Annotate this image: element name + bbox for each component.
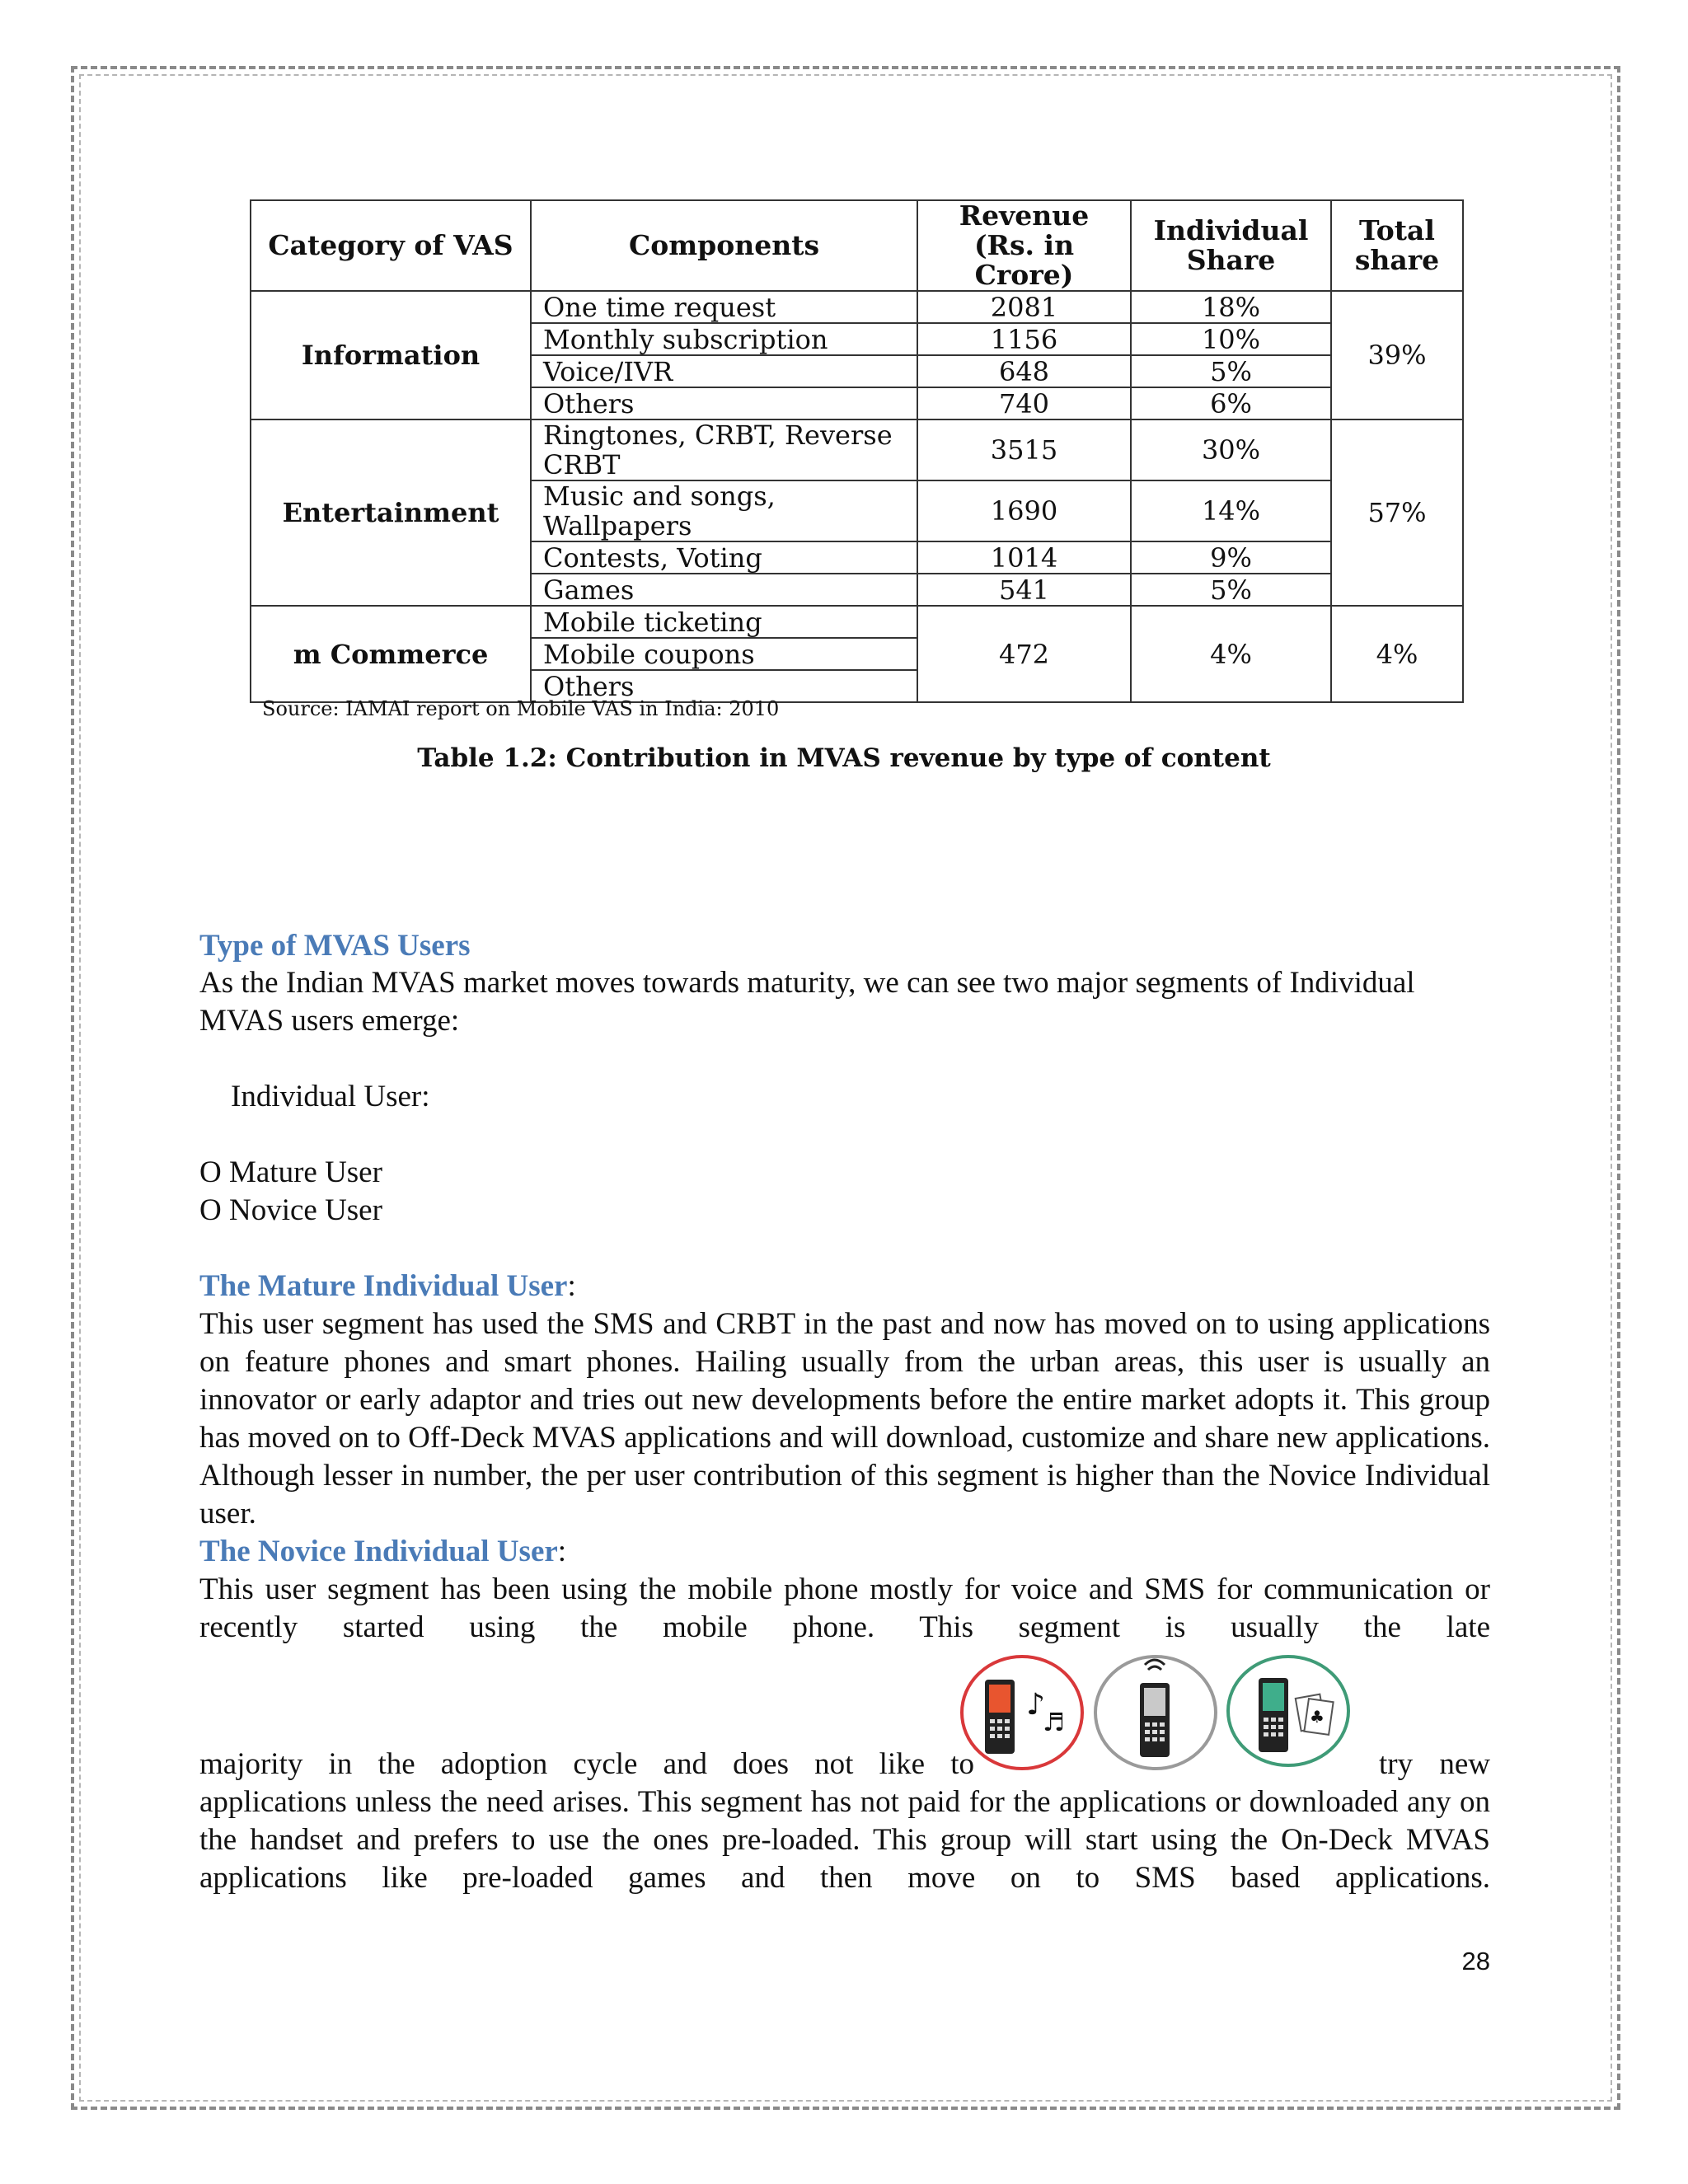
mature-heading: The Mature Individual User bbox=[199, 1269, 568, 1303]
table-header-row bbox=[251, 200, 1463, 291]
section-heading-type: Type of MVAS Users bbox=[199, 929, 471, 963]
component-cell: Others bbox=[531, 387, 917, 419]
revenue-cell: 1156 bbox=[917, 323, 1131, 355]
component-cell: Ringtones, CRBT, Reverse CRBT bbox=[531, 419, 917, 480]
component-cell: Mobile coupons bbox=[531, 638, 917, 670]
revenue-cell: 1014 bbox=[917, 541, 1131, 574]
phone-signal-icon bbox=[1095, 1657, 1216, 1769]
component-cell: Music and songs, Wallpapers bbox=[531, 480, 917, 541]
component-cell: Contests, Voting bbox=[531, 541, 917, 574]
novice-heading: The Novice Individual User bbox=[199, 1535, 558, 1568]
total-share-cell: 57% bbox=[1331, 419, 1463, 606]
header-individual-share: Individual Share bbox=[1131, 200, 1331, 291]
revenue-cell: 3515 bbox=[917, 419, 1131, 480]
list-item-novice: O Novice User bbox=[199, 1193, 382, 1227]
share-cell: 5% bbox=[1131, 574, 1331, 606]
share-cell: 30% bbox=[1131, 419, 1331, 480]
revenue-cell: 2081 bbox=[917, 291, 1131, 323]
share-cell: 14% bbox=[1131, 480, 1331, 541]
category-cell: Entertainment bbox=[251, 419, 531, 606]
share-cell: 6% bbox=[1131, 387, 1331, 419]
category-cell: m Commerce bbox=[251, 606, 531, 702]
mature-paragraph: This user segment has used the SMS and CRBT in the past and now has moved on to using applications on feature phones and smart phones. Hailing usually from the urban areas, this user is usually an innovator or early adaptor and tries out new developments before the entire market adopts it. This group has moved on to Off-Deck MVAS applications and will download, customize and share new applications. Although lesser in number, the per user contribution of this segment is higher than the Novice Individual user. bbox=[199, 1307, 1490, 1530]
table-caption: Table 1.2: Contribution in MVAS revenue by type of content bbox=[417, 743, 1271, 773]
header-components: Components bbox=[531, 200, 917, 291]
page-number: 28 bbox=[1461, 1947, 1490, 1975]
table-row bbox=[251, 606, 1463, 638]
phone-music-icon bbox=[962, 1657, 1082, 1769]
novice-paragraph-part2: applications unless the need arises. This segment has not paid for the applications or downloaded any on the handset and prefers to use the ones pre-loaded. This group will start using the On-Deck MVAS applications like pre-loaded games and then move on to SMS based applications. bbox=[199, 1785, 1490, 1895]
mvas-revenue-table bbox=[250, 199, 1464, 703]
header-category: Category of VAS bbox=[251, 200, 531, 291]
novice-heading-line bbox=[199, 1533, 1490, 1571]
revenue-cell: 740 bbox=[917, 387, 1131, 419]
mature-heading-line bbox=[199, 1268, 1490, 1305]
revenue-cell: 472 bbox=[917, 606, 1131, 702]
component-cell: Monthly subscription bbox=[531, 323, 917, 355]
component-cell: Mobile ticketing bbox=[531, 606, 917, 638]
share-cell: 18% bbox=[1131, 291, 1331, 323]
component-cell: One time request bbox=[531, 291, 917, 323]
table-row bbox=[251, 419, 1463, 480]
bullet-individual-user: Individual User: bbox=[199, 1080, 399, 1113]
share-cell: 10% bbox=[1131, 323, 1331, 355]
mobile-icons bbox=[960, 1655, 1356, 1811]
revenue-cell: 648 bbox=[917, 355, 1131, 387]
category-cell: Information bbox=[251, 291, 531, 419]
header-total-share: Total share bbox=[1331, 200, 1463, 291]
table-source: Source: IAMAI report on Mobile VAS in India: 2010 bbox=[262, 697, 780, 720]
mature-colon: : bbox=[567, 1269, 576, 1303]
share-cell: 4% bbox=[1131, 606, 1331, 702]
intro-paragraph: As the Indian MVAS market moves towards maturity, we can see two major segments of Individual MVAS users emerge: bbox=[199, 966, 1415, 1038]
novice-paragraph-part1: This user segment has been using the mobile phone mostly for voice and SMS for communication or recently started using the mobile phone. This segment is usually the late bbox=[199, 1572, 1490, 1644]
list-item-mature: O Mature User bbox=[199, 1155, 382, 1189]
revenue-cell: 541 bbox=[917, 574, 1131, 606]
svg-text:♬: ♬ bbox=[1043, 1708, 1065, 1737]
header-revenue: Revenue (Rs. in Crore) bbox=[917, 200, 1131, 291]
svg-text:♪: ♪ bbox=[1026, 1688, 1045, 1722]
component-cell: Others bbox=[531, 670, 917, 702]
revenue-cell: 1690 bbox=[917, 480, 1131, 541]
novice-line-left: majority in the adoption cycle and does not like to bbox=[199, 1747, 974, 1781]
phone-cards-icon bbox=[1228, 1657, 1348, 1765]
share-cell: 9% bbox=[1131, 541, 1331, 574]
component-cell: Voice/IVR bbox=[531, 355, 917, 387]
novice-line-right: try new bbox=[1379, 1747, 1490, 1781]
share-cell: 5% bbox=[1131, 355, 1331, 387]
novice-colon: : bbox=[557, 1535, 567, 1568]
svg-text:♣: ♣ bbox=[1310, 1707, 1325, 1727]
total-share-cell: 4% bbox=[1331, 606, 1463, 702]
total-share-cell: 39% bbox=[1331, 291, 1463, 419]
table-row bbox=[251, 291, 1463, 323]
component-cell: Games bbox=[531, 574, 917, 606]
